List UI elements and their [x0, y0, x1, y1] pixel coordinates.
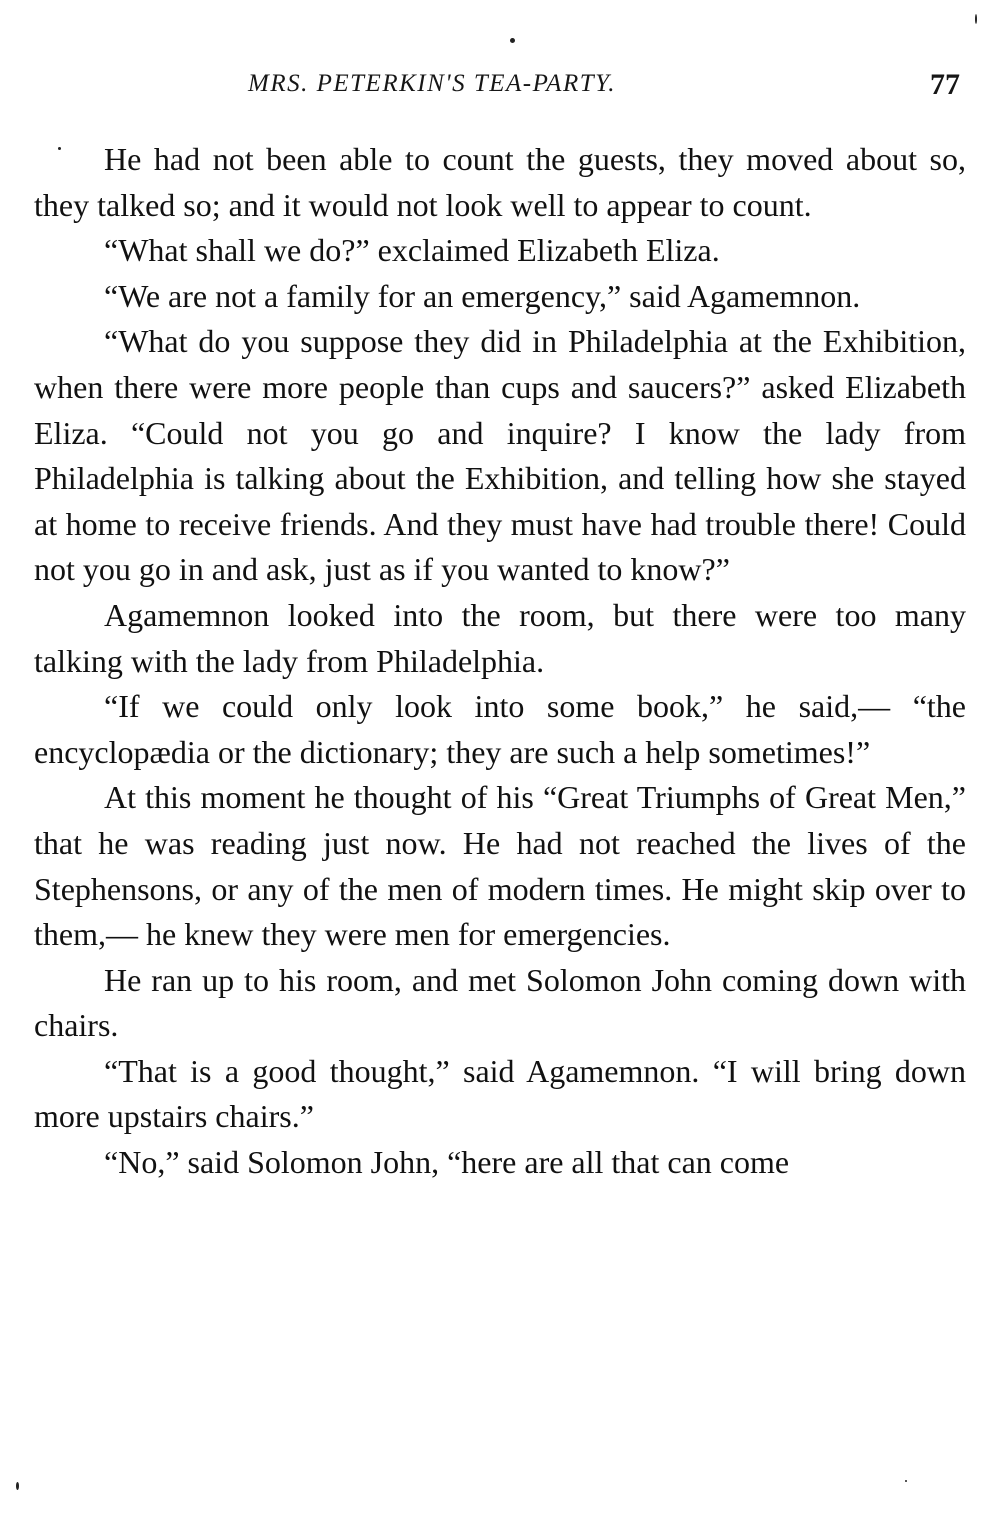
paragraph: At this moment he thought of his “Great Triumphs of Great Men,” that he was reading just now. He had not reached the lives of the Stephensons, or any of the men of modern times. He might skip over to them,— he knew they were men for emergencies. — [34, 779, 966, 953]
body-text — [34, 137, 966, 1186]
paragraph: “We are not a family for an emergency,” said Agamemnon. — [104, 277, 861, 314]
print-speck — [58, 147, 61, 150]
paragraph: Agamemnon looked into the room, but there were too many talking with the lady from Philadelphia. — [34, 596, 966, 679]
paragraph: “That is a good thought,” said Agamemnon. “I will bring down more upstairs chairs.” — [34, 1052, 966, 1135]
paragraph: “What shall we do?” exclaimed Elizabeth Eliza. — [104, 232, 720, 269]
running-header: MRS. PETERKIN'S TEA-PARTY. — [248, 70, 616, 97]
print-speck — [975, 14, 977, 24]
page-number: 77 — [930, 68, 960, 101]
paragraph: “No,” said Solomon John, “here are all that can come — [104, 1144, 790, 1181]
print-speck — [510, 38, 515, 43]
paragraph: “If we could only look into some book,” he said,— “the encyclopædia or the dictionary; they are such a help sometimes!” — [34, 688, 966, 770]
print-speck — [16, 1482, 19, 1490]
paragraph: He had not been able to count the guests, they moved about so, they talked so; and it would not look well to appear to count. — [34, 141, 966, 223]
paragraph: He ran up to his room, and met Solomon John coming down with chairs. — [34, 961, 966, 1044]
paragraph: “What do you suppose they did in Philadelphia at the Exhibition, when there were more people than cups and saucers?” asked Elizabeth Eliza. “Could not you go and inquire? I know the lady from Philadelphia is talking about the Exhibition, and telling how she stayed at home to receive friends. And they must have had trouble there! Could not you go in and ask, just as if you wanted to know?” — [34, 323, 966, 588]
print-speck — [905, 1480, 907, 1482]
